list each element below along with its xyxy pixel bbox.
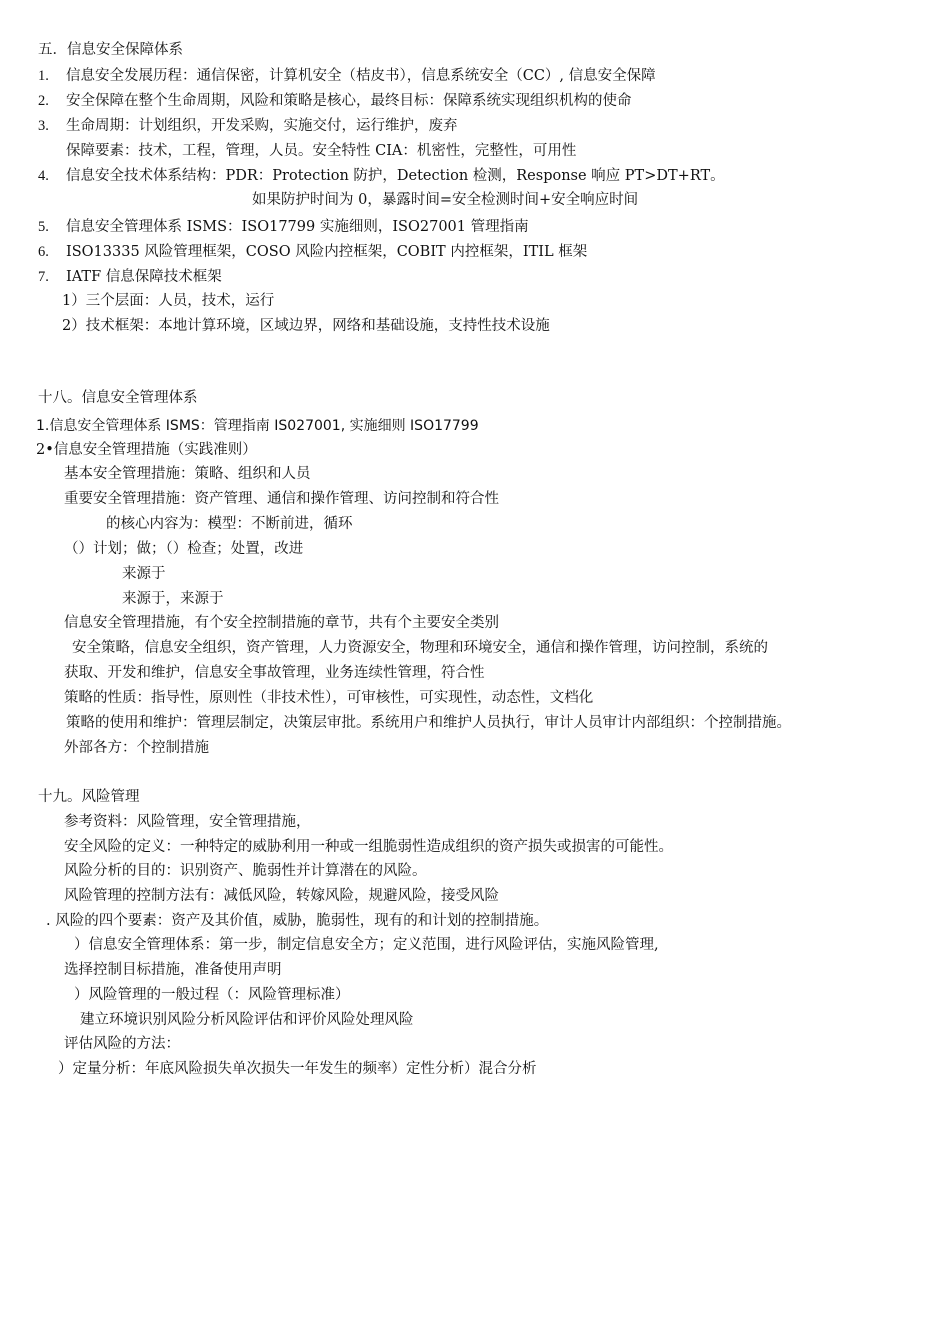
- list-item: IATF 信息保障技术框架: [66, 269, 222, 285]
- paragraph-line: 评估风险的方法：: [64, 1036, 180, 1052]
- sub-item: 2）技术框架：本地计算环境，区域边界，网络和基础设施，支持性技术设施: [62, 318, 550, 334]
- paragraph-line: 外部各方：个控制措施: [64, 740, 209, 756]
- list-item: 信息安全发展历程：通信保密，计算机安全（桔皮书），信息系统安全（CC）, 信息安全保障: [66, 68, 656, 84]
- paragraph-line: 1.信息安全管理体系 ISMS：管理指南 IS027001, 实施细则 ISO17799: [36, 418, 479, 434]
- list-item: ISO13335 风险管理框架，COSO 风险内控框架，COBIT 内控框架，ITIL 框架: [66, 244, 588, 260]
- paragraph-line: 的核心内容为：模型：不断前进，循环: [106, 516, 353, 532]
- paragraph-line: . 风险的四个要素：资产及其价值，威胁，脆弱性，现有的和计划的控制措施。: [46, 913, 549, 929]
- paragraph-line: 来源于，来源于: [122, 591, 224, 607]
- paragraph-line: 来源于: [122, 566, 166, 582]
- item-number: 1.: [38, 68, 49, 84]
- paragraph-line: ）定量分析：年底风险损失单次损失一年发生的频率）定性分析）混合分析: [58, 1061, 537, 1077]
- paragraph-line: 建立环境识别风险分析风险评估和评价风险处理风险: [80, 1012, 414, 1028]
- item-number: 2.: [38, 93, 49, 109]
- section-5-title: 五．信息安全保障体系: [38, 42, 183, 58]
- paragraph-line: 风险管理的控制方法有：减低风险，转嫁风险，规避风险，接受风险: [64, 888, 499, 904]
- list-item: 安全保障在整个生命周期，风险和策略是核心，最终目标：保障系统实现组织机构的使命: [66, 93, 632, 109]
- item-number: 6.: [38, 244, 49, 260]
- section-18-title: 十八。信息安全管理体系: [38, 390, 198, 406]
- paragraph-line: 策略的使用和维护：管理层制定，决策层审批。系统用户和维护人员执行，审计人员审计内部组织：个控制措施。: [66, 715, 791, 731]
- paragraph-line: 基本安全管理措施：策略、组织和人员: [64, 466, 311, 482]
- sub-item: 1）三个层面：人员，技术，运行: [62, 293, 275, 309]
- list-item: 信息安全管理体系 ISMS：ISO17799 实施细则，ISO27001 管理指南: [66, 219, 529, 235]
- paragraph-line: 信息安全管理措施，有个安全控制措施的章节，共有个主要安全类别: [64, 615, 499, 631]
- paragraph-line: 策略的性质：指导性，原则性（非技术性），可审核性，可实现性，动态性，文档化: [64, 690, 594, 706]
- paragraph-line: 重要安全管理措施：资产管理、通信和操作管理、访问控制和符合性: [64, 491, 499, 507]
- paragraph-line: ）信息安全管理体系：第一步，制定信息安全方；定义范围，进行风险评估，实施风险管理,: [74, 937, 659, 953]
- paragraph-line: 选择控制目标措施，准备使用声明: [64, 962, 282, 978]
- list-item: 信息安全技术体系结构：PDR：Protection 防护，Detection 检测，Response 响应 PT>DT+RT。: [66, 168, 725, 184]
- list-item-continuation: 保障要素：技术，工程，管理，人员。安全特性 CIA：机密性，完整性，可用性: [66, 143, 577, 159]
- item-number: 3.: [38, 118, 49, 134]
- list-item-continuation: 如果防护时间为 0，暴露时间=安全检测时间+安全响应时间: [252, 192, 639, 208]
- paragraph-line: 风险分析的目的：识别资产、脆弱性并计算潜在的风险。: [64, 863, 427, 879]
- paragraph-line: 2•信息安全管理措施（实践准则）: [36, 442, 257, 458]
- list-item: 生命周期：计划组织，开发采购，实施交付，运行维护，废弃: [66, 118, 458, 134]
- paragraph-line: 安全策略，信息安全组织，资产管理，人力资源安全，物理和环境安全，通信和操作管理，访问控制，系统的: [72, 640, 768, 656]
- paragraph-line: 获取、开发和维护，信息安全事故管理，业务连续性管理，符合性: [64, 665, 485, 681]
- item-number: 5.: [38, 219, 49, 235]
- paragraph-line: 安全风险的定义：一种特定的威胁利用一种或一组脆弱性造成组织的资产损失或损害的可能性。: [64, 839, 673, 855]
- paragraph-line: 参考资料：风险管理，安全管理措施，: [64, 814, 311, 830]
- item-number: 4.: [38, 168, 49, 184]
- paragraph-line: ）风险管理的一般过程（：风险管理标准）: [74, 987, 350, 1003]
- section-19-title: 十九。风险管理: [38, 789, 140, 805]
- item-number: 7.: [38, 269, 49, 285]
- paragraph-line: （）计划；做；（）检查；处置，改进: [64, 541, 304, 557]
